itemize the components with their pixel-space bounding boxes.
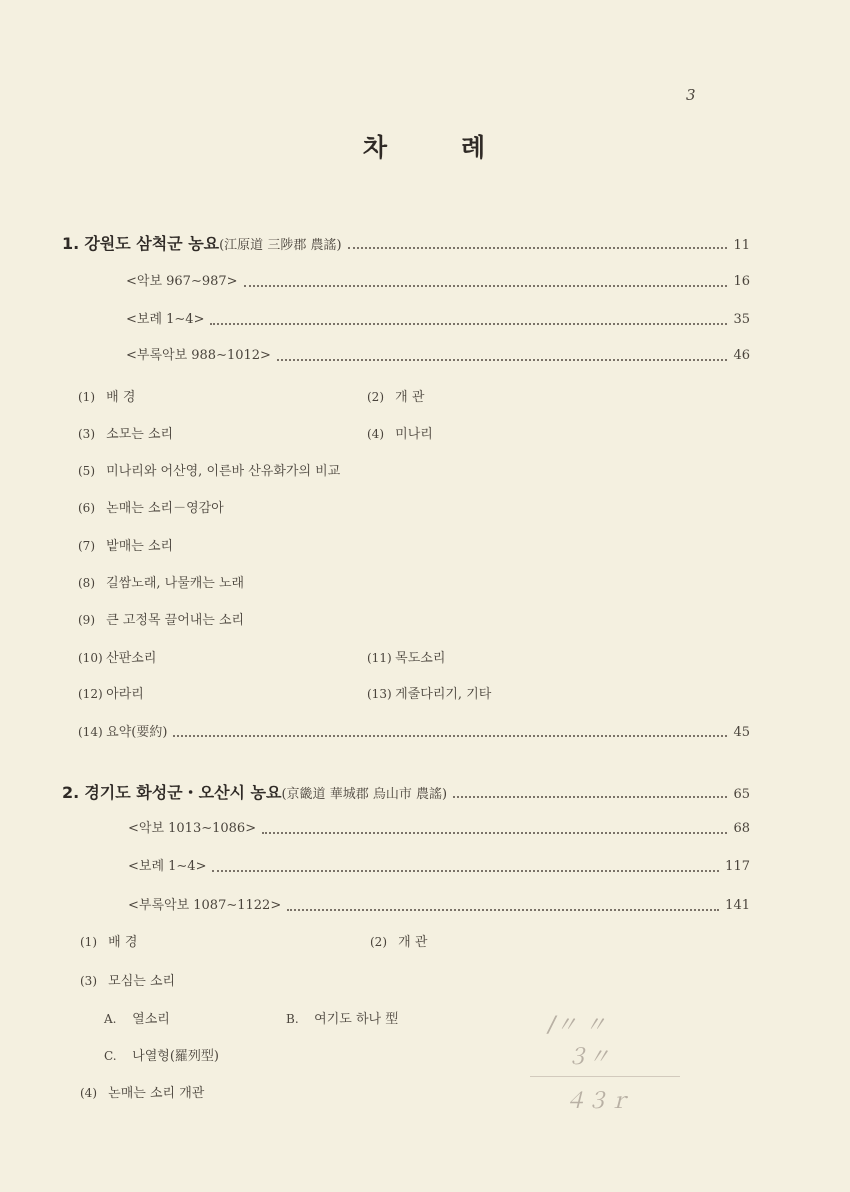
toc-item[interactable]: [78, 423, 173, 445]
toc-summary-entry[interactable]: [78, 721, 750, 743]
item-number: (4): [367, 427, 384, 441]
page-number: 3: [686, 86, 696, 104]
title-char-2: 례: [461, 133, 488, 162]
toc-item[interactable]: [367, 647, 445, 669]
sub-label: <부록악보 1087∼1122>: [128, 898, 282, 913]
toc-sub-entry[interactable]: [126, 271, 750, 293]
section-number: 1.: [62, 234, 80, 253]
item-text: 모심는 소리: [108, 974, 176, 989]
handwritten-note: ３〃: [566, 1045, 611, 1070]
leader-dots: [348, 235, 728, 249]
toc-sub-entry[interactable]: [126, 309, 750, 331]
item-number: (2): [370, 935, 387, 949]
page-ref: 65: [733, 787, 750, 802]
page-title: [0, 128, 850, 164]
page-ref: 35: [733, 312, 750, 327]
toc-item[interactable]: [104, 1008, 170, 1030]
sub-label: <보례 1∼4>: [126, 312, 205, 327]
toc-item[interactable]: [78, 572, 244, 594]
item-text: 논매는 소리 개관: [108, 1086, 205, 1101]
item-text: 밭매는 소리: [106, 539, 174, 554]
leader-dots: [277, 347, 728, 361]
toc-item[interactable]: [78, 460, 340, 482]
leader-dots: [212, 858, 719, 872]
leader-dots: [453, 784, 727, 798]
item-text: 아라리: [106, 687, 144, 702]
handwritten-note: /〃 〃: [548, 1013, 607, 1038]
item-number: (9): [78, 613, 95, 627]
toc-item[interactable]: [367, 386, 424, 408]
item-number: (11): [367, 651, 392, 665]
item-text: 요약(要約): [106, 725, 168, 740]
toc-item[interactable]: [78, 386, 135, 408]
item-number: (6): [78, 501, 95, 515]
leader-dots: [287, 897, 719, 911]
item-text: 미나리: [395, 427, 433, 442]
item-number: (3): [78, 427, 95, 441]
leader-dots: [262, 820, 727, 834]
item-number: (8): [78, 576, 95, 590]
handwritten-note: ４３ｒ: [564, 1089, 631, 1114]
page-ref: 68: [733, 821, 750, 836]
sub-label: <악보 967∼987>: [126, 274, 238, 289]
toc-item[interactable]: [78, 609, 244, 631]
item-text: 소모는 소리: [106, 427, 174, 442]
toc-item[interactable]: [80, 1082, 204, 1104]
leader-dots: [244, 273, 728, 287]
toc-item[interactable]: [78, 647, 156, 669]
item-number: (1): [80, 935, 97, 949]
item-number: (7): [78, 539, 95, 553]
item-text: 큰 고정목 끌어내는 소리: [106, 613, 245, 628]
page-ref: 141: [725, 898, 750, 913]
sub-label: <부록악보 988∼1012>: [126, 348, 271, 363]
item-text: 산판소리: [106, 651, 157, 666]
section-hanja: (京畿道 華城郡 烏山市 農謠): [281, 787, 448, 802]
toc-item[interactable]: [78, 497, 224, 519]
item-number: (3): [80, 974, 97, 988]
toc-section-2[interactable]: [62, 782, 750, 804]
toc-sub-entry[interactable]: [128, 895, 750, 917]
item-number: (4): [80, 1086, 97, 1100]
item-number: (10): [78, 651, 103, 665]
page-ref: 117: [725, 859, 750, 874]
toc-item[interactable]: [80, 931, 137, 953]
section-number: 2.: [62, 783, 80, 802]
sub-label: <악보 1013∼1086>: [128, 821, 257, 836]
item-text: 미나리와 어산영, 이른바 산유화가의 비교: [106, 464, 341, 479]
toc-item[interactable]: [367, 683, 491, 705]
section-title: 경기도 화성군・오산시 농요: [84, 783, 282, 802]
toc-section-1[interactable]: [62, 233, 750, 255]
toc-item[interactable]: [367, 423, 433, 445]
toc-item[interactable]: [104, 1045, 219, 1067]
item-text: 논매는 소리－영감아: [106, 501, 224, 516]
item-number: (13): [367, 687, 392, 701]
toc-item[interactable]: [78, 535, 173, 557]
sub-label: <보례 1∼4>: [128, 859, 207, 874]
toc-sub-entry[interactable]: [126, 345, 750, 367]
toc-item[interactable]: [78, 683, 144, 705]
page-ref: 11: [733, 238, 750, 253]
leader-dots: [173, 723, 727, 737]
leader-dots: [210, 311, 727, 325]
item-number: B.: [286, 1012, 299, 1026]
page-ref: 45: [733, 725, 750, 740]
toc-item[interactable]: [286, 1008, 398, 1030]
page-ref: 46: [733, 348, 750, 363]
item-number: C.: [104, 1049, 117, 1063]
item-text: 배 경: [108, 935, 138, 950]
item-text: 개 관: [395, 390, 425, 405]
item-number: (12): [78, 687, 103, 701]
pencil-line: [530, 1076, 680, 1077]
item-text: 열소리: [132, 1012, 170, 1027]
item-number: A.: [104, 1012, 117, 1026]
item-text: 목도소리: [395, 651, 446, 666]
section-hanja: (江原道 三陟郡 農謠): [219, 238, 342, 253]
toc-item[interactable]: [370, 931, 427, 953]
toc-sub-entry[interactable]: [128, 818, 750, 840]
item-text: 배 경: [106, 390, 136, 405]
title-char-1: 차: [362, 133, 389, 162]
item-text: 길쌈노래, 나물캐는 노래: [106, 576, 245, 591]
item-text: 나열형(羅列型): [132, 1049, 219, 1064]
section-title: 강원도 삼척군 농요: [84, 234, 220, 253]
item-number: (5): [78, 464, 95, 478]
page-ref: 16: [733, 274, 750, 289]
toc-sub-entry[interactable]: [128, 856, 750, 878]
item-number: (14): [78, 725, 103, 739]
item-text: 게줄다리기, 기타: [395, 687, 492, 702]
item-text: 개 관: [398, 935, 428, 950]
item-number: (2): [367, 390, 384, 404]
item-number: (1): [78, 390, 95, 404]
toc-item[interactable]: [80, 970, 175, 992]
item-text: 여기도 하나 型: [314, 1012, 399, 1027]
